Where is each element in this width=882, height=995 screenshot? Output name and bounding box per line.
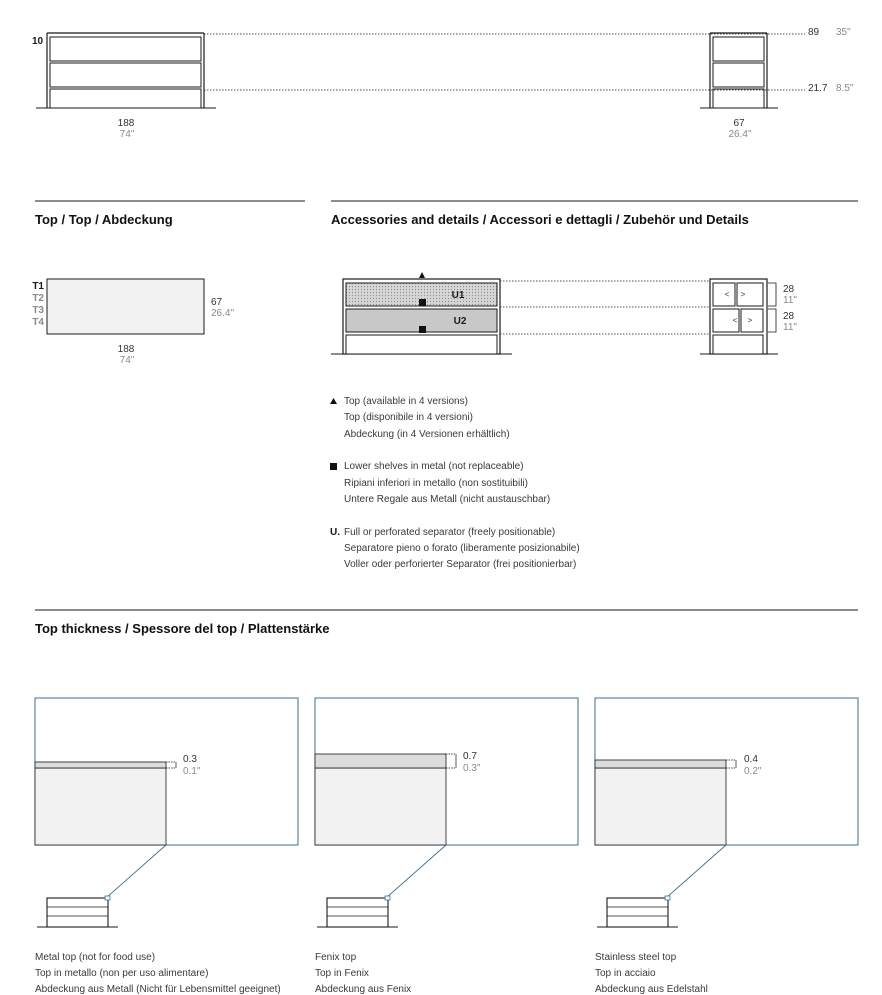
callout-line <box>106 845 166 898</box>
depth-in: 26.4" <box>728 129 752 140</box>
callout-line <box>666 845 726 898</box>
panel-caption: Metal top (not for food use) <box>35 952 156 963</box>
height-top-in: 35" <box>836 27 851 38</box>
square-icon <box>330 463 337 470</box>
triangle-icon <box>330 398 337 404</box>
legend-line: Untere Regale aus Metall (nicht austauschbar) <box>344 494 551 505</box>
panel-caption: Top in acciaio <box>595 968 656 979</box>
top-width-cm: 188 <box>117 344 135 355</box>
panel-caption: Abdeckung aus Edelstahl <box>595 984 708 995</box>
side-elevation <box>700 33 778 140</box>
detail-marker <box>665 896 670 900</box>
thickness-cm: 0.7 <box>463 751 477 762</box>
front-elevation <box>32 33 216 140</box>
legend-line: Top (disponibile in 4 versioni) <box>344 412 473 423</box>
legend-line: Separatore pieno o forato (liberamente posizionabile) <box>344 543 580 554</box>
drawer <box>50 89 201 108</box>
thickness-in: 0.2" <box>744 766 762 777</box>
mini-cabinet <box>47 898 108 927</box>
width-cm: 188 <box>117 118 135 129</box>
mini-cabinet <box>327 898 388 927</box>
square-marker <box>419 299 426 306</box>
top-version-label: T4 <box>32 317 44 328</box>
legend-line: Full or perforated separator (freely positionable) <box>344 527 556 538</box>
panel-caption: Stainless steel top <box>595 952 677 963</box>
drawer <box>713 89 764 108</box>
panel-caption: Abdeckung aus Metall (Nicht für Lebensmittel geeignet) <box>35 984 281 995</box>
detail-marker <box>385 896 390 900</box>
panel-caption: Abdeckung aus Fenix <box>315 984 412 995</box>
panel-caption: Top in Fenix <box>315 968 369 979</box>
legend-line: Top (available in 4 versions) <box>344 396 468 407</box>
row-label: 10 <box>32 36 44 47</box>
drawer <box>713 63 764 87</box>
thickness-panel-fenix <box>315 698 578 995</box>
top-slab <box>315 754 446 768</box>
thickness-panel-stainless <box>595 698 858 995</box>
separator-height-cm: 28 <box>783 284 795 295</box>
top-plan-rect <box>47 279 204 334</box>
mini-cabinet <box>607 898 668 927</box>
top-slab <box>35 762 166 768</box>
thickness-in: 0.3" <box>463 763 481 774</box>
section-heading: Top thickness / Spessore del top / Plattenstärke <box>35 621 330 636</box>
drawer <box>713 37 764 61</box>
legend-line: Voller oder perforierter Separator (frei positionierbar) <box>344 559 577 570</box>
section-thickness <box>35 610 858 995</box>
depth-cm: 67 <box>733 118 745 129</box>
thickness-panel-metal <box>35 698 298 995</box>
chevron-left-icon: < <box>724 290 730 299</box>
u-symbol: U. <box>330 527 340 538</box>
height-top-cm: 89 <box>808 27 820 38</box>
separator-height-in: 11" <box>783 295 797 306</box>
legend-line: Ripiani inferiori in metallo (non sostituibili) <box>344 478 528 489</box>
section-accessories <box>330 201 858 570</box>
legend <box>330 396 580 570</box>
height-low-cm: 21.7 <box>808 83 828 94</box>
section-heading: Top / Top / Abdeckung <box>35 212 173 227</box>
separator-height-cm: 28 <box>783 311 795 322</box>
height-low-in: 8.5" <box>836 83 854 94</box>
top-version-label: T3 <box>32 305 44 316</box>
thickness-in: 0.1" <box>183 766 201 777</box>
top-depth-cm: 67 <box>211 297 223 308</box>
chevron-right-icon: > <box>747 316 753 325</box>
legend-line: Abdeckung (in 4 Versionen erhältlich) <box>344 429 510 440</box>
top-depth-in: 26.4" <box>211 308 235 319</box>
bottom-bay <box>346 335 497 354</box>
square-marker <box>419 326 426 333</box>
drawer <box>50 63 201 87</box>
bracket <box>768 283 776 306</box>
triangle-marker <box>419 272 425 278</box>
chevron-left-icon: < <box>732 316 738 325</box>
top-version-label: T1 <box>32 281 44 292</box>
drawer <box>50 37 201 61</box>
bracket <box>768 309 776 332</box>
shelf-label-u2: U2 <box>453 316 467 327</box>
panel-caption: Fenix top <box>315 952 357 963</box>
section-top <box>32 201 305 366</box>
callout-line <box>386 845 446 898</box>
detail-marker <box>105 896 110 900</box>
chevron-right-icon: > <box>740 290 746 299</box>
width-in: 74" <box>119 129 135 140</box>
cabinet-body <box>595 768 726 845</box>
shelf-label-u1: U1 <box>451 290 465 301</box>
separator-height-in: 11" <box>783 322 797 333</box>
top-width-in: 74" <box>119 355 135 366</box>
top-version-label: T2 <box>32 293 44 304</box>
side-bottom-bay <box>713 335 763 354</box>
panel-caption: Top in metallo (non per uso alimentare) <box>35 968 209 979</box>
thickness-cm: 0.3 <box>183 754 197 765</box>
legend-line: Lower shelves in metal (not replaceable) <box>344 461 524 472</box>
thickness-cm: 0.4 <box>744 754 758 765</box>
cabinet-body <box>315 768 446 845</box>
section-heading: Accessories and details / Accessori e dettagli / Zubehör und Details <box>331 212 749 227</box>
cabinet-body <box>35 768 166 845</box>
top-slab <box>595 760 726 768</box>
